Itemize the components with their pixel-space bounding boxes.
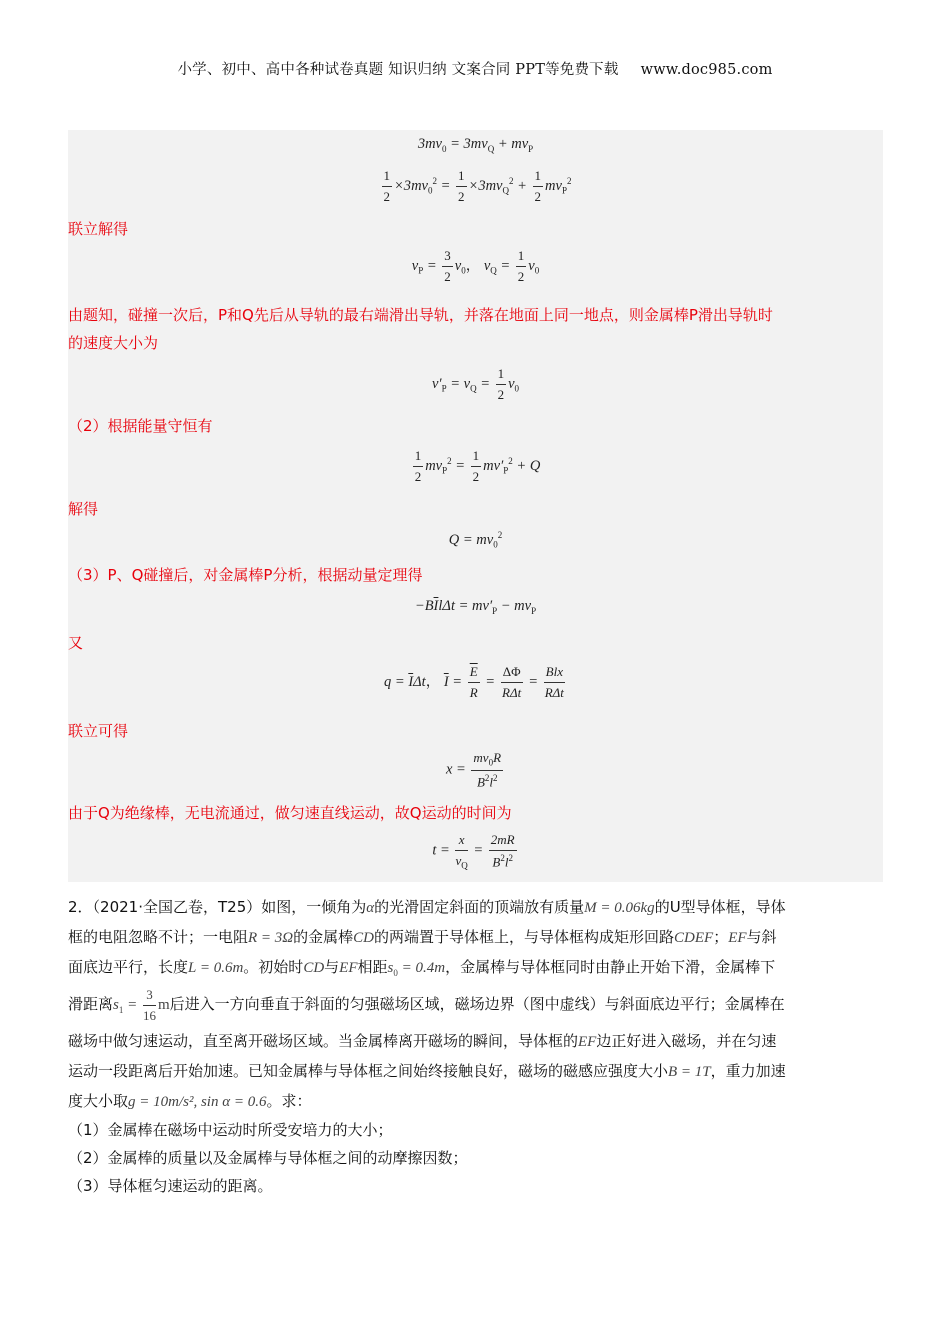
question-3: （3）导体框匀速运动的距离。 xyxy=(68,1177,273,1195)
insulator-text: 由于Q为绝缘棒，无电流通过，做匀速直线运动，故Q运动的时间为 xyxy=(68,804,512,822)
angle-symbol: α xyxy=(366,900,375,916)
problem-text: ； xyxy=(713,928,729,946)
rod-cd: CD xyxy=(353,930,375,946)
problem-line-6 xyxy=(68,1056,883,1086)
problem-line-2 xyxy=(68,922,883,952)
edge-ef: EF xyxy=(728,930,747,946)
problem-text: 如图，一倾角为 xyxy=(261,898,367,916)
problem-text: 与 xyxy=(324,958,340,976)
loop-cdef: CDEF xyxy=(674,930,714,946)
problem-line-1 xyxy=(68,892,883,922)
problem-line-3 xyxy=(68,952,883,982)
problem-text: 边正好进入磁场，并在匀速 xyxy=(596,1032,777,1050)
problem-text: 的光滑固定斜面的顶端放有质量 xyxy=(374,898,585,916)
problem-text: 。初始时 xyxy=(243,958,304,976)
momentum-equation: $3mv_0 = 3mv_Q + mv_P$ xyxy=(417,136,534,154)
heat-equation: $Q = mv_0^2$ xyxy=(448,530,503,550)
problem-text: 的两端置于导体框上，与导体框构成矩形回路 xyxy=(374,928,675,946)
distance-s0: $s_0 = 0.4m$ xyxy=(387,960,446,978)
problem-2 xyxy=(68,892,883,1200)
solution-panel xyxy=(68,130,883,882)
problem-text: ，金属棒与导体框同时由静止开始下滑，金属棒下 xyxy=(445,958,776,976)
solve-label: 解得 xyxy=(68,500,99,518)
part3-label: （3）P、Q碰撞后，对金属棒P分析，根据动量定理得 xyxy=(68,566,423,584)
energy-conservation-equation: $\frac{1}{2}$ $mv_P^2$ = $\frac{1}{2}$ $mv'_P^2 + Q$ xyxy=(414,448,541,484)
problem-text: 的U型导体框，导体 xyxy=(654,898,786,916)
problem-text: 滑距离 xyxy=(68,995,114,1013)
problem-text: ，重力加速 xyxy=(710,1062,786,1080)
displacement-equation: x = $\frac{mv_0R}{B^2l^2}$ xyxy=(445,750,502,789)
problem-text: 与斜 xyxy=(746,928,777,946)
time-equation: t = $\frac{x}{v_Q}$ = $\frac{2mR}{B^2l^2}$ xyxy=(432,832,515,871)
exit-velocity-equation: $v'_P = v_Q$ = $\frac{1}{2}$ $v_0$ xyxy=(431,366,520,402)
question-1: （1）金属棒在磁场中运动时所受安培力的大小； xyxy=(68,1121,393,1139)
gravity-value: g = 10m/s², sin α = 0.6 xyxy=(128,1094,267,1110)
question-2: （2）金属棒的质量以及金属棒与导体框之间的动摩擦因数； xyxy=(68,1149,468,1167)
field-value: B = 1T xyxy=(668,1064,711,1080)
mass-value: M = 0.06kg xyxy=(584,900,655,916)
known-text-2: 的速度大小为 xyxy=(68,334,159,352)
joint-solve-label: 联立解得 xyxy=(68,220,129,238)
impulse-equation: $-B\overline{I}l\Delta t = mv'_P - mv_P$ xyxy=(414,598,537,616)
page-header xyxy=(0,58,950,79)
header-text: 小学、初中、高中各种试卷真题 知识归纳 文案合同 PPT等免费下载 xyxy=(177,62,619,78)
problem-text: 后进入一方向垂直于斜面的匀强磁场区域，磁场边界（图中虚线）与斜面底边平行；金属棒在 xyxy=(169,995,785,1013)
energy-equation: $\frac{1}{2}$ $\times 3mv_0^2$ = $\frac{1}{2}$ $\times 3mv_Q^2$ + $\frac{1}{2}$ $mv_P^2$ xyxy=(383,168,572,204)
problem-text: 磁场中做匀速运动，直至离开磁场区域。当金属棒离开磁场的瞬间，导体框的 xyxy=(68,1032,579,1050)
problem-line-4 xyxy=(68,982,883,1026)
problem-text: 。求： xyxy=(266,1092,312,1110)
length-value: L = 0.6m xyxy=(188,960,244,976)
edge-ef: EF xyxy=(339,960,358,976)
header-url[interactable]: www.doc985.com xyxy=(640,62,773,78)
also-label: 又 xyxy=(68,634,84,652)
problem-text: 面底边平行，长度 xyxy=(68,958,189,976)
joint-label-2: 联立可得 xyxy=(68,722,129,740)
resistance-value: R = 3Ω xyxy=(248,930,294,946)
problem-text: 框的电阻忽略不计；一电阻 xyxy=(68,928,249,946)
s0-value: = 0.4m xyxy=(401,960,446,976)
problem-text: 的金属棒 xyxy=(293,928,354,946)
problem-text: 相距 xyxy=(357,958,388,976)
problem-text: 度大小取 xyxy=(68,1092,129,1110)
part2-label: （2）根据能量守恒有 xyxy=(68,417,213,435)
problem-source: （2021·全国乙卷，T25） xyxy=(92,898,262,916)
problem-line-5 xyxy=(68,1026,883,1056)
known-text-1: 由题知，碰撞一次后，P和Q先后从导轨的最右端滑出导轨，并落在地面上同一地点，则金属棒P滑出导轨时 xyxy=(68,306,773,324)
charge-equation: $q = \overline{I}\Delta t$， $\overline{I}$ = $\frac{\overline{E}}{R}$ = $\frac{\Delta\Phi}{\text{RΔt}}$ = $\frac{\text{Blx}}{\text{RΔt}}$ xyxy=(384,664,564,700)
problem-line-7 xyxy=(68,1086,883,1116)
rod-cd: CD xyxy=(303,960,325,976)
velocity-solution: $v_P$ = $\frac{3}{2}$ $v_0$， $v_Q$ = $\frac{1}{2}$ $v_0$ xyxy=(411,248,540,284)
distance-s1: $s_1$ = $\frac{3}{16}$ m xyxy=(113,987,170,1024)
problem-text: 运动一段距离后开始加速。已知金属棒与导体框之间始终接触良好，磁场的磁感应强度大小 xyxy=(68,1062,669,1080)
problem-number: 2． xyxy=(68,898,93,916)
edge-ef: EF xyxy=(578,1034,597,1050)
